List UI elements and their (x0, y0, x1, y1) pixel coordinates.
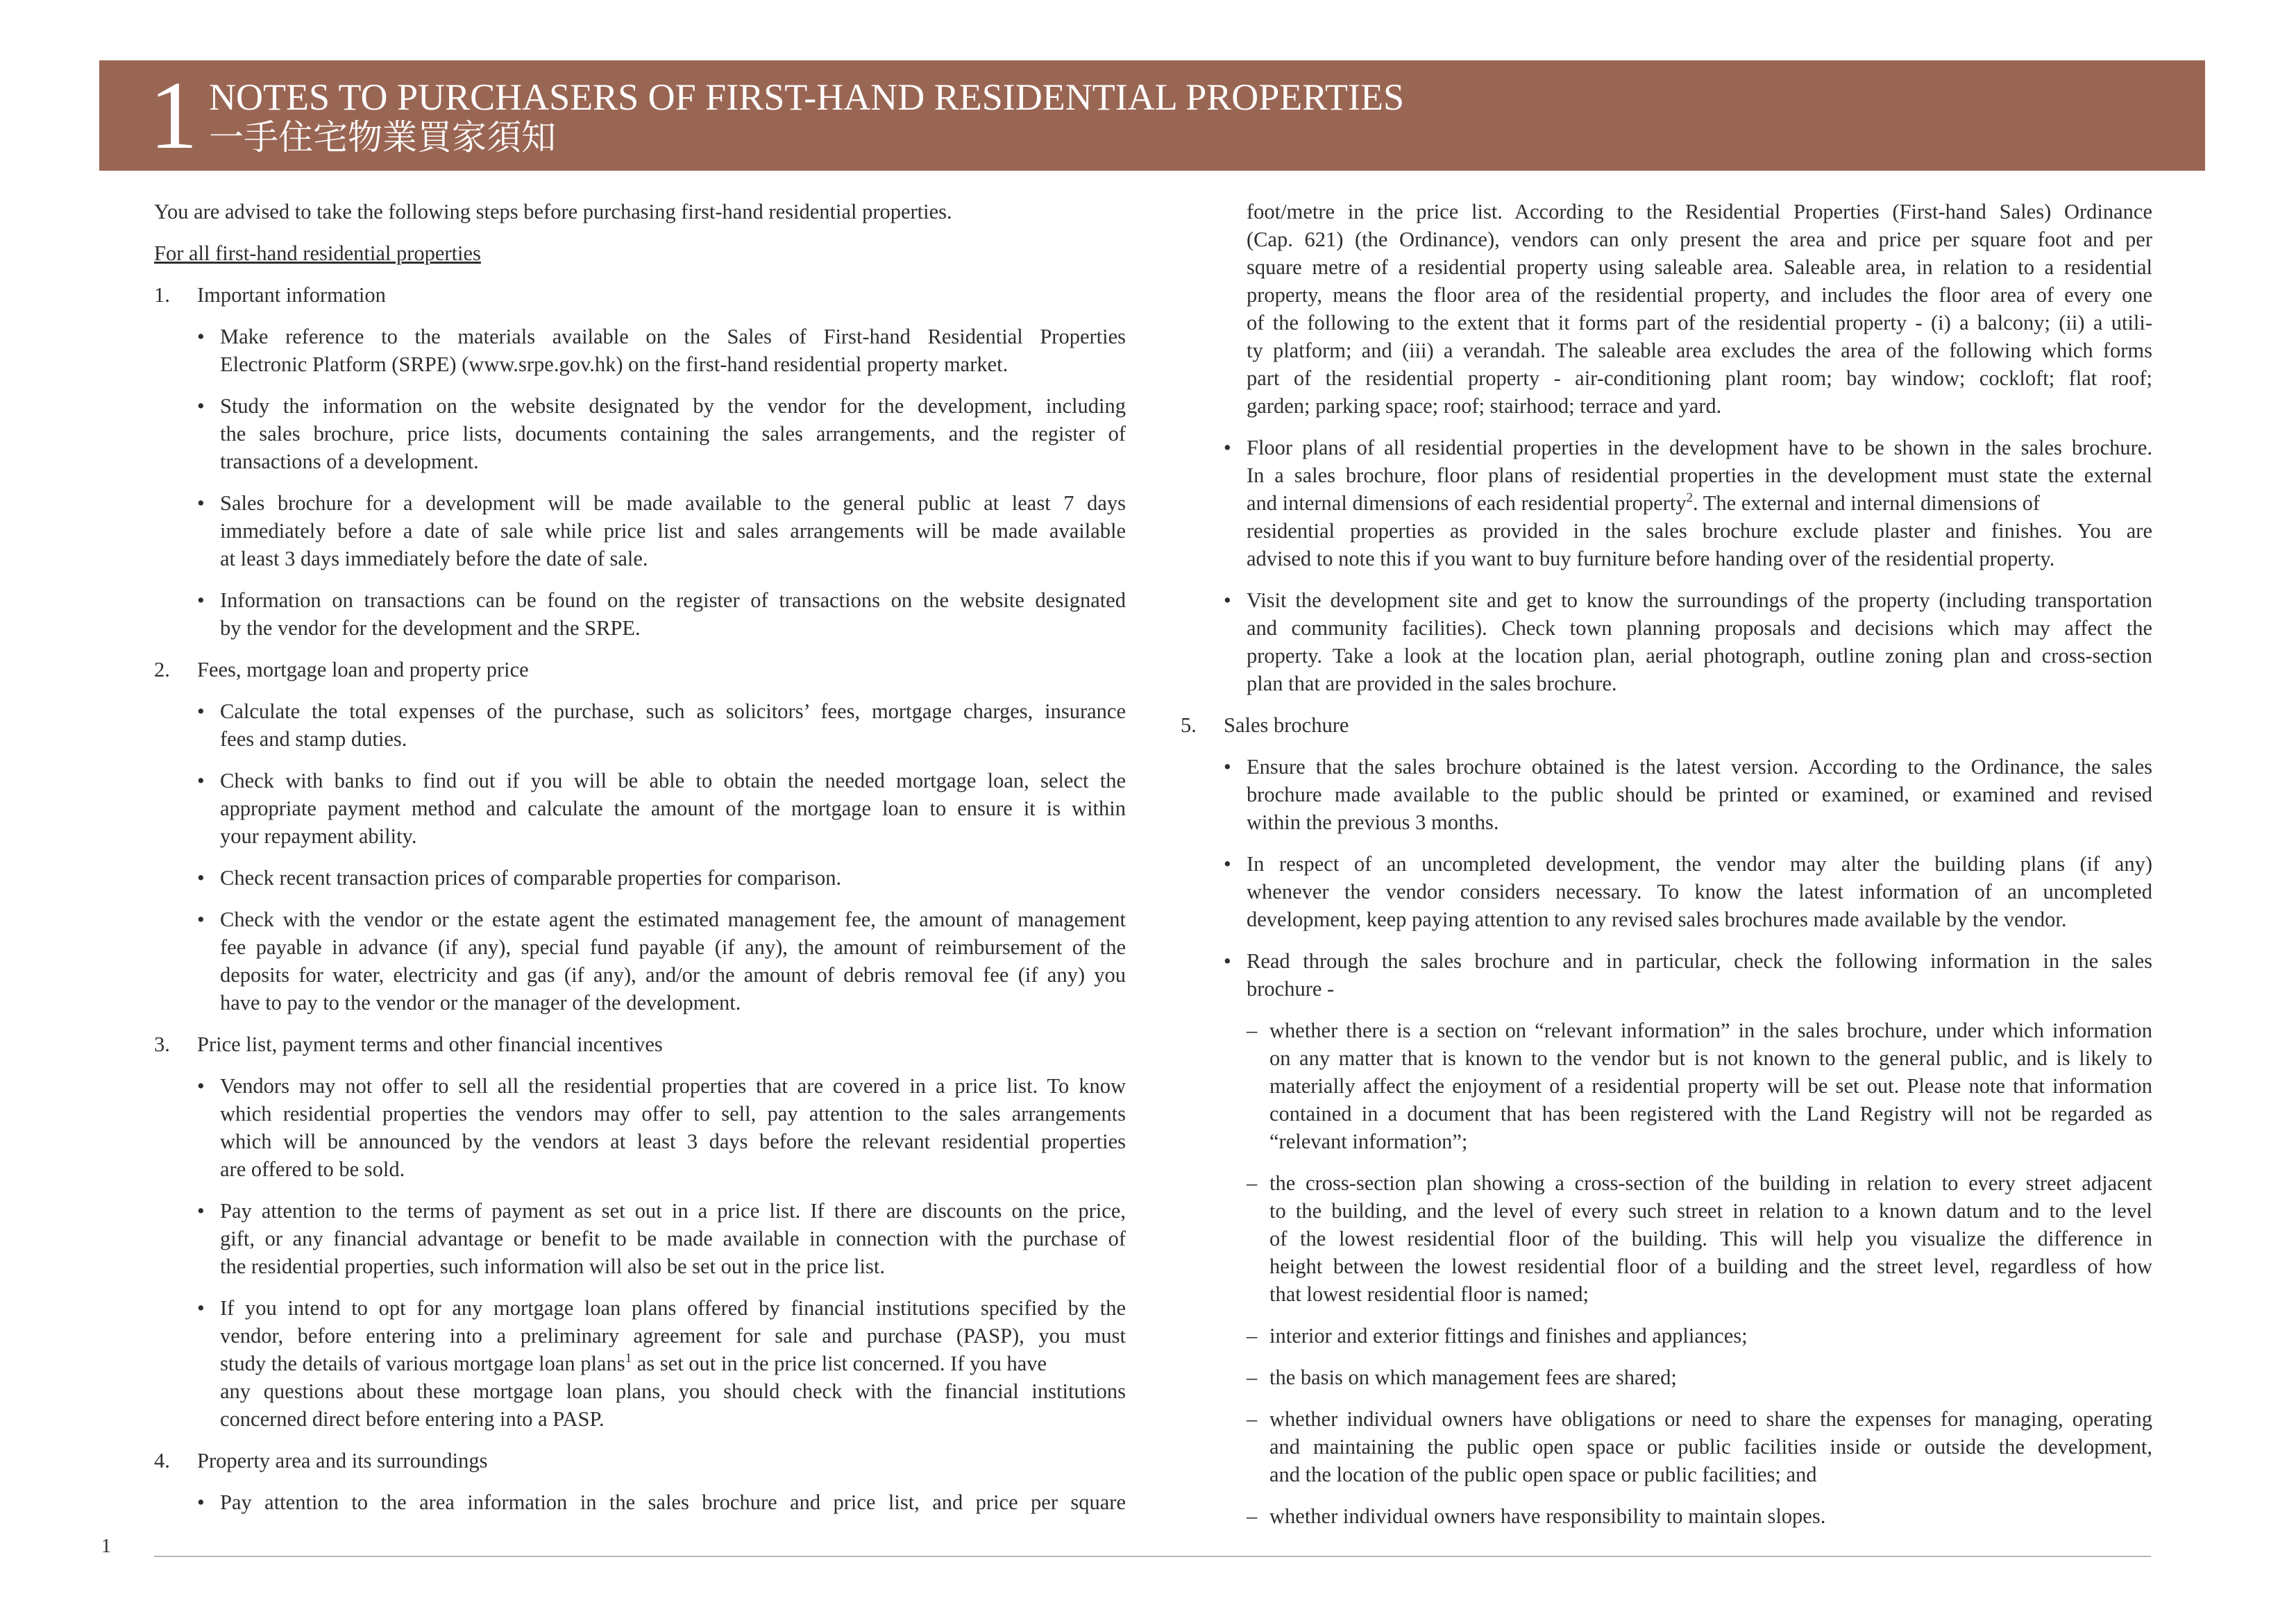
bullet-icon: • (1224, 755, 1231, 779)
bullet-text-line (1247, 489, 2040, 517)
bullet-icon: • (197, 1199, 205, 1223)
dash-text-line: and maintaining the public open space or public facilities inside or outside the development, (1269, 1435, 2152, 1459)
dash-icon: – (1247, 1019, 1258, 1042)
bullet-text-line: the residential properties, such information will also be set out in the price list. (220, 1255, 885, 1278)
bullet-text-line: Check with banks to find out if you will be able to obtain the needed mortgage loan, select the (220, 769, 1126, 792)
item-number: 2. (154, 658, 170, 681)
bullet-text-line (220, 1350, 1047, 1377)
bullet-text-line: and community facilities). Check town planning proposals and decisions which may affect the (1247, 616, 2152, 640)
dash-text-line: “relevant information”; (1269, 1130, 1468, 1153)
bullet-icon: • (1224, 949, 1231, 973)
bullet-text-line: which will be announced by the vendors at least 3 days before the relevant residential properties (220, 1130, 1126, 1153)
bullet-text-line: any questions about these mortgage loan plans, you should check with the financial institutions (220, 1379, 1126, 1403)
bullet-icon: • (197, 908, 205, 931)
dash-text-line: whether individual owners have obligations or need to share the expenses for managing, operating (1269, 1407, 2152, 1431)
dash-text-line: interior and exterior fittings and finishes and appliances; (1269, 1324, 1748, 1348)
intro-paragraph: You are advised to take the following steps before purchasing first-hand residential properties. (154, 200, 952, 223)
bullet-text-line: residential properties as provided in the sales brochure exclude plaster and finishes. You are (1247, 519, 2152, 543)
footnote-marker: 1 (625, 1351, 632, 1366)
item-number: 3. (154, 1033, 170, 1056)
bullet-text-line: deposits for water, electricity and gas (if any), and/or the amount of debris removal fee (if any) you (220, 963, 1126, 987)
bullet-text-line: plan that are provided in the sales brochure. (1247, 672, 1617, 695)
bullet-text-line: which residential properties the vendors may offer to sell, pay attention to the sales arrangements (220, 1102, 1126, 1125)
bullet-text-line: Calculate the total expenses of the purchase, such as solicitors’ fees, mortgage charges, insurance (220, 699, 1126, 723)
text-line: ty platform; and (iii) a verandah. The saleable area excludes the area of the following which forms (1247, 339, 2152, 362)
bullet-text-line: your repayment ability. (220, 824, 417, 848)
bullet-icon: • (197, 325, 205, 348)
bullet-icon: • (1224, 436, 1231, 459)
text-line: property, means the floor area of the residential property, and includes the floor area of every one (1247, 283, 2152, 307)
bullet-text-line: Read through the sales brochure and in particular, check the following information in the sales (1247, 949, 2152, 973)
bullet-text-line: Ensure that the sales brochure obtained is the latest version. According to the Ordinance, the sales (1247, 755, 2152, 779)
bullet-text-line: Pay attention to the terms of payment as set out in a price list. If there are discounts on the price, (220, 1199, 1126, 1223)
bullet-text-line: Information on transactions can be found on the register of transactions on the website designated (220, 588, 1126, 612)
bullet-text-line: Pay attention to the area information in the sales brochure and price list, and price per square (220, 1490, 1126, 1514)
text-line: (Cap. 621) (the Ordinance), vendors can only present the area and price per square foot and per (1247, 228, 2152, 251)
bullet-text-line: Study the information on the website designated by the vendor for the development, including (220, 394, 1126, 418)
bullet-text-line: Floor plans of all residential properties in the development have to be shown in the sales brochure. (1247, 436, 2152, 459)
bullet-text-line: Electronic Platform (SRPE) (www.srpe.gov.hk) on the first-hand residential property market. (220, 352, 1008, 376)
bullet-icon: • (1224, 588, 1231, 612)
text-run: . The external and internal dimensions of (1693, 491, 2041, 515)
bullet-text-line: If you intend to opt for any mortgage loan plans offered by financial institutions specified by the (220, 1296, 1126, 1320)
bullet-icon: • (197, 769, 205, 792)
dash-text-line: whether individual owners have responsibility to maintain slopes. (1269, 1504, 1826, 1528)
bullet-text-line: have to pay to the vendor or the manager of the development. (220, 991, 741, 1014)
bullet-text-line: Sales brochure for a development will be made available to the general public at least 7 days (220, 491, 1126, 515)
bullet-icon: • (197, 866, 205, 890)
bullet-text-line: advised to note this if you want to buy furniture before handing over of the residential property. (1247, 547, 2055, 570)
bullet-text-line: development, keep paying attention to any revised sales brochures made available by the vendor. (1247, 908, 2067, 931)
dash-text-line: the cross-section plan showing a cross-section of the building in relation to every street adjacent (1269, 1171, 2152, 1195)
bullet-icon: • (197, 1074, 205, 1098)
bullet-text-line: at least 3 days immediately before the date of sale. (220, 547, 648, 570)
text-line: of the following to the extent that it forms part of the residential property - (i) a balcony; (ii) a utili- (1247, 311, 2152, 334)
dash-icon: – (1247, 1324, 1258, 1348)
dash-icon: – (1247, 1504, 1258, 1528)
dash-text-line: and the location of the public open space or public facilities; and (1269, 1463, 1817, 1486)
footer-divider (154, 1556, 2151, 1557)
page-number: 1 (101, 1536, 111, 1557)
bullet-icon: • (197, 394, 205, 418)
bullet-text-line: by the vendor for the development and the SRPE. (220, 616, 641, 640)
section-number: 1 (149, 62, 198, 169)
item-number: 1. (154, 283, 170, 307)
item-number: 4. (154, 1449, 170, 1472)
text-run: and internal dimensions of each residential property (1247, 491, 1687, 515)
text-line: garden; parking space; roof; stairhood; terrace and yard. (1247, 394, 1722, 418)
dash-text-line: on any matter that is known to the vendor but is not known to the general public, and is likely to (1269, 1046, 2152, 1070)
section-header-banner (99, 60, 2205, 171)
dash-text-line: that lowest residential floor is named; (1269, 1282, 1589, 1306)
dash-text-line: of the lowest residential floor of the building. This will help you visualize the difference in (1269, 1227, 2152, 1250)
bullet-text-line: vendor, before entering into a preliminary agreement for sale and purchase (PASP), you must (220, 1324, 1126, 1348)
section-title-chinese: 一手住宅物業買家須知 (209, 117, 556, 158)
footnote-marker: 2 (1686, 491, 1694, 505)
bullet-text-line: within the previous 3 months. (1247, 810, 1499, 834)
bullet-text-line: concerned direct before entering into a PASP. (220, 1407, 605, 1431)
bullet-text-line: fee payable in advance (if any), special fund payable (if any), the amount of reimbursement of the (220, 935, 1126, 959)
bullet-text-line: fees and stamp duties. (220, 727, 407, 751)
bullet-text-line: brochure made available to the public should be printed or examined, or examined and revised (1247, 783, 2152, 806)
item-title: Fees, mortgage loan and property price (197, 658, 529, 681)
bullet-icon: • (197, 699, 205, 723)
bullet-text-line: immediately before a date of sale while price list and sales arrangements will be made available (220, 519, 1126, 543)
bullet-text-line: Check recent transaction prices of comparable properties for comparison. (220, 866, 842, 890)
bullet-text-line: are offered to be sold. (220, 1157, 405, 1181)
dash-text-line: to the building, and the level of every such street in relation to a known datum and to the level (1269, 1199, 2152, 1223)
item-title: Important information (197, 283, 386, 307)
text-line: square metre of a residential property using saleable area. Saleable area, in relation to a residential (1247, 255, 2152, 279)
bullet-text-line: whenever the vendor considers necessary. To know the latest information of an uncompleted (1247, 880, 2152, 903)
bullet-icon: • (197, 1490, 205, 1514)
text-run: study the details of various mortgage loan plans (220, 1352, 625, 1375)
bullet-text-line: the sales brochure, price lists, documents containing the sales arrangements, and the register of (220, 422, 1126, 445)
dash-icon: – (1247, 1171, 1258, 1195)
bullet-icon: • (197, 491, 205, 515)
bullet-icon: • (197, 588, 205, 612)
bullet-text-line: appropriate payment method and calculate the amount of the mortgage loan to ensure it is within (220, 797, 1126, 820)
bullet-text-line: In a sales brochure, floor plans of residential properties in the development must state the external (1247, 464, 2152, 487)
dash-icon: – (1247, 1366, 1258, 1389)
bullet-text-line: brochure - (1247, 977, 1335, 1001)
item-title: Sales brochure (1224, 713, 1349, 737)
dash-text-line: contained in a document that has been registered with the Land Registry will not be regarded as (1269, 1102, 2152, 1125)
text-run: as set out in the price list concerned. If you have (632, 1352, 1047, 1375)
dash-text-line: materially affect the enjoyment of a residential property will be set out. Please note that information (1269, 1074, 2152, 1098)
text-line: part of the residential property - air-conditioning plant room; bay window; cockloft; flat roof; (1247, 366, 2152, 390)
dash-text-line: the basis on which management fees are shared; (1269, 1366, 1677, 1389)
bullet-text-line: Vendors may not offer to sell all the residential properties that are covered in a price list. To know (220, 1074, 1126, 1098)
bullet-icon: • (1224, 852, 1231, 876)
section-title-english: NOTES TO PURCHASERS OF FIRST-HAND RESIDENTIAL PROPERTIES (209, 76, 1405, 118)
bullet-icon: • (197, 1296, 205, 1320)
dash-text-line: whether there is a section on “relevant information” in the sales brochure, under which information (1269, 1019, 2152, 1042)
bullet-text-line: property. Take a look at the location plan, aerial photograph, outline zoning plan and cross-section (1247, 644, 2152, 668)
bullet-text-line: Check with the vendor or the estate agent the estimated management fee, the amount of management (220, 908, 1126, 931)
item-number: 5. (1181, 713, 1197, 737)
bullet-text-line: transactions of a development. (220, 450, 479, 473)
item-title: Property area and its surroundings (197, 1449, 488, 1472)
bullet-text-line: In respect of an uncompleted development, the vendor may alter the building plans (if any) (1247, 852, 2152, 876)
subheading: For all first-hand residential properties (154, 241, 481, 265)
text-line: foot/metre in the price list. According to the Residential Properties (First-hand Sales) Ordinance (1247, 200, 2152, 223)
item-title: Price list, payment terms and other financial incentives (197, 1033, 663, 1056)
bullet-text-line: gift, or any financial advantage or benefit to be made available in connection with the purchase of (220, 1227, 1126, 1250)
bullet-text-line: Visit the development site and get to know the surroundings of the property (including transportation (1247, 588, 2152, 612)
bullet-text-line: Make reference to the materials available on the Sales of First-hand Residential Properties (220, 325, 1126, 348)
dash-icon: – (1247, 1407, 1258, 1431)
dash-text-line: height between the lowest residential floor of a building and the street level, regardless of how (1269, 1255, 2152, 1278)
